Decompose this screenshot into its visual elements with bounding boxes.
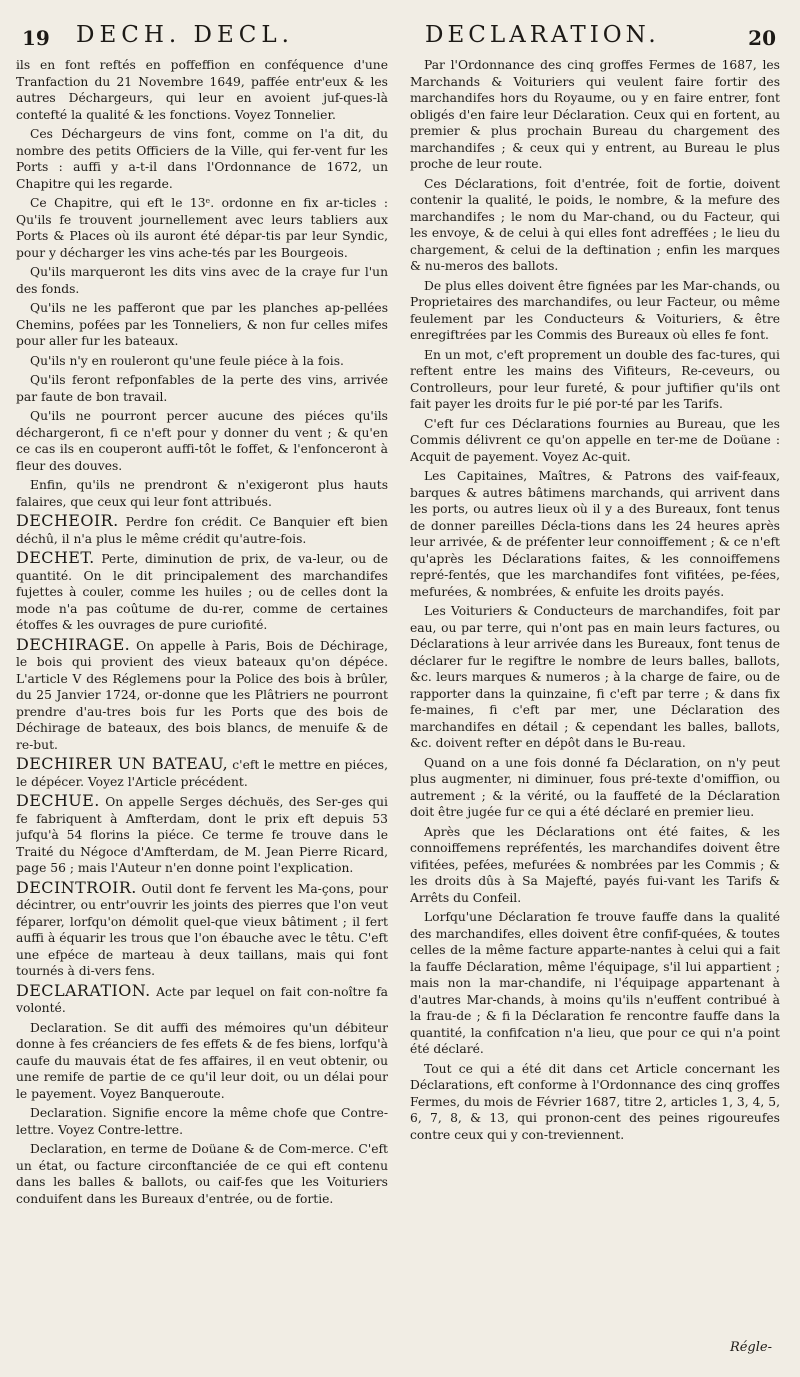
entry-text: On appelle à Paris, Bois de Déchirage, le bois qui provient des vieux bateaux qu'on dépéce. L'article V des Réglemens pour la Police des bois à brûler, du 25 Janvier 1724, or-donne que les Plâtriers ne pourront prendre d'au-tres bois fur les Ports que des bois de Déchirage de bateaux, des bois blancs, de menuife & de re-but. <box>16 638 388 752</box>
paragraph: Declaration. Signifie encore la même chofe que Contre-lettre. Voyez Contre-lettre. <box>16 1106 388 1137</box>
dictionary-entry <box>16 980 388 1017</box>
paragraph: Tout ce qui a été dit dans cet Article concernant les Déclarations, eft conforme à l'Ordonnance des cinq groffes Fermes, du mois de Février 1687, titre 2, articles 1, 3, 4, 5, 6, 7, 8, & 13, qui pronon-cent des peines rigoureufes contre ceux qui y con-treviennent. <box>410 1061 780 1142</box>
paragraph: Qu'ils ne pourront percer aucune des piéces qu'ils déchargeront, fi ce n'eft pour y donner du vent ; & qu'en ce cas ils en couperont auffi-tôt le foffet, & l'enfonceront à fleur des douves. <box>16 409 388 473</box>
entry-headword: DECHET. <box>16 548 95 567</box>
catchword: Régle- <box>729 1340 772 1355</box>
paragraph: Ces Déclarations, foit d'entrée, foit de fortie, doivent contenir la qualité, le poids, le nombre, & la mefure des marchandifes ; le nom du Mar-chand, ou du Facteur, qui les envoye, & de celui à qui elles font adreffées ; le lieu du chargement, & celui de la deftination ; enfin les marques & nu-meros des ballots. <box>410 176 780 273</box>
running-header <box>22 22 776 52</box>
paragraph: Qu'ils n'y en rouleront qu'une feule piéce à la fois. <box>30 353 344 368</box>
paragraph: Quand on a une fois donné fa Déclaration, on n'y peut plus augmenter, ni diminuer, fous pré-texte d'omiffion, ou autrement ; & la vérité, ou la fauffeté de la Déclaration doit être jugée fur ce qui a été déclaré en premier lieu. <box>410 755 780 819</box>
entry-text: c'eft le mettre en piéces, le dépécer. Voyez l'Article précédent. <box>16 758 388 789</box>
paragraph: En un mot, c'eft proprement un double des fac-tures, qui reftent entre les mains des Vifiteurs, Re-ceveurs, ou Controlleurs, pour leur fureté, & pour juftifier qu'ils ont fait payer les droits fur le pié por-té par les Tarifs. <box>410 347 780 411</box>
entry-headword: DECHUE. <box>16 791 100 810</box>
entry-text: Acte par lequel on fait con-noître fa volonté. <box>16 984 388 1015</box>
paragraph: Enfin, qu'ils ne prendront & n'exigeront plus hauts falaires, que ceux qui leur font attribués. <box>16 478 388 509</box>
entry-headword: DECLARATION. <box>16 980 151 1000</box>
dictionary-entry <box>16 634 388 754</box>
entry-text: Outil dont fe fervent les Ma-çons, pour décintrer, ou entr'ouvrir les joints des pierres que l'on veut féparer, lorfqu'on démolit quel-que vieux bâtiment ; il fert auffi à équarir les trous que l'on ébauche avec le têtu. C'eft une efpéce de marteau à deux taillans, mais qui font tournés à di-vers fens. <box>16 881 388 978</box>
paragraph: Declaration. Se dit auffi des mémoires qu'un débiteur donne à fes créanciers de fes effets & de fes biens, lorfqu'à caufe du mauvais état de fes affaires, il en veut obtenir, ou une remife de partie de ce qu'il leur doit, ou un délai pour le payement. Voyez Banqueroute. <box>16 1020 388 1101</box>
right-column <box>410 57 780 1335</box>
entry-headword: DECHIRER UN BATEAU, <box>16 754 229 773</box>
dictionary-entry <box>16 756 388 790</box>
paragraph: Declaration, en terme de Doüane & de Com-merce. C'eft un état, ou facture circonftanciée de ce qui eft contenu dans les balles & ballots, ou caif-fes que les Voituriers conduifent dans les Bureaux d'entrée, ou de fortie. <box>16 1142 388 1206</box>
paragraph: ils en font reftés en poffeffion en conféquence d'une Tranfaction du 21 Novembre 1649, paffée entr'eux & les autres Déchargeurs, qui leur en avoient juf-ques-là contefté la qualité & les fonctions. Voyez Tonnelier. <box>16 58 388 122</box>
dictionary-entry <box>16 877 388 980</box>
dictionary-entry <box>16 793 388 877</box>
entry-text: On appelle Serges déchuës, des Ser-ges qui fe fabriquent à Amfterdam, dont le prix eft depuis 53 jufqu'à 54 florins la piéce. Ce terme fe trouve dans le Traité du Négoce d'Amfterdam, de M. Jean Pierre Ricard, page 56 ; mais l'Auteur n'en donne point l'explication. <box>16 795 388 875</box>
running-title-left: DECH. DECL. <box>76 22 294 48</box>
entry-headword: DECHIRAGE. <box>16 634 131 654</box>
paragraph: Qu'ils feront refponfables de la perte des vins, arrivée par faute de bon travail. <box>16 373 388 404</box>
paragraph: Par l'Ordonnance des cinq groffes Fermes de 1687, les Marchands & Voituriers qui veulent faire fortir des marchandifes hors du Royaume, ou y en faire entrer, font obligés d'en faire leur Déclaration. Ceux qui en fortent, au premier & plus prochain Bureau du chargement des marchandifes ; & ceux qui y entrent, au Bureau le plus proche de leur route. <box>410 58 780 171</box>
page-number-left: 19 <box>22 26 50 50</box>
paragraph: Les Voituriers & Conducteurs de marchandifes, foit par eau, ou par terre, qui n'ont pas en main leurs factures, ou Déclarations à leur arrivée dans les Bureaux, font tenus de déclarer fur le regiftre le nombre de leurs balles, ballots, &c. leurs marques & numeros ; à la charge de faire, ou de rapporter dans la quinzaine, fi c'eft par terre ; & dans fix fe-maines, fi c'eft par mer, une Déclaration des marchandifes en détail ; & cependant les balles, ballots, &c. doivent refter en dépôt dans le Bu-reau. <box>410 604 780 750</box>
paragraph: Lorfqu'une Déclaration fe trouve fauffe dans la qualité des marchandifes, elles doivent être confif-quées, & toutes celles de la même facture apparte-nantes à celui qui a fait la fauffe Déclaration, même l'équipage, s'il lui appartient ; mais non la mar-chandife, ni l'équipage appartenant à d'autres Mar-chands, à moins qu'ils n'euffent contribué à la frau-de ; & fi la Déclaration fe rencontre fauffe dans la quantité, la confifcation n'a lieu, que pour ce qui n'a point été déclaré. <box>410 910 780 1056</box>
running-title-right: DECLARATION. <box>425 22 660 48</box>
entry-headword: DECHEOIR. <box>16 511 119 530</box>
paragraph: Ce Chapitre, qui eft le 13ᵉ. ordonne en fix ar-ticles : Qu'ils fe trouvent journellement avec leurs tabliers aux Ports & Places où ils auront été dépar-tis par leur Syndic, pour y décharger les vins ache-tés par les Bourgeois. <box>16 196 388 260</box>
page-number-right: 20 <box>748 26 776 50</box>
entry-text: Perdre fon crédit. Ce Banquier eft bien déchû, il n'a plus le même crédit qu'autre-fois. <box>16 515 388 546</box>
dictionary-entry <box>16 513 388 547</box>
dictionary-entry <box>16 550 388 634</box>
paragraph: Ces Déchargeurs de vins font, comme on l'a dit, du nombre des petits Officiers de la Ville, qui fer-vent fur les Ports : auffi y a-t-il dans l'Ordonnance de 1672, un Chapitre qui les regarde. <box>16 127 388 191</box>
left-column <box>16 57 388 1335</box>
entry-headword: DECINTROIR. <box>16 877 137 897</box>
paragraph: Après que les Déclarations ont été faites, & les connoiffemens repréfentés, les marchandifes doivent être vifitées, pefées, mefurées & nombrées par les Commis ; & les droits dûs à Sa Majefté, payés fui-vant les Tarifs & Arrêts du Confeil. <box>410 824 780 905</box>
entry-text: Perte, diminution de prix, de va-leur, ou de quantité. On le dit principalement des marchandifes fujettes à couler, comme les huiles ; ou de celles dont la mode n'a pas coûtume de du-rer, comme de certaines étoffes & les ouvrages de pure curiofité. <box>16 552 388 632</box>
paragraph: Qu'ils ne les pafferont que par les planches ap-pellées Chemins, pofées par les Tonneliers, & non fur celles mifes pour aller fur les bateaux. <box>16 301 388 348</box>
paragraph: Qu'ils marqueront les dits vins avec de la craye fur l'un des fonds. <box>16 265 388 296</box>
paragraph: De plus elles doivent être fignées par les Mar-chands, ou Proprietaires des marchandifes, ou leur Facteur, ou même feulement par les Conducteurs & Voituriers, & être enregiftrées par les Commis des Bureaux où elles fe font. <box>410 278 780 342</box>
paragraph: C'eft fur ces Déclarations fournies au Bureau, que les Commis délivrent ce qu'on appelle en ter-me de Doüane : Acquit de payement. Voyez Ac-quit. <box>410 416 780 464</box>
paragraph: Les Capitaines, Maîtres, & Patrons des vaif-feaux, barques & autres bâtimens marchands, qui arrivent dans les ports, ou autres lieux où il y a des Bureaux, font tenus de donner pareilles Décla-tions dans les 24 heures après leur arrivée, & de préfenter leur connoiffement ; & ce n'eft qu'après les Déclarations faites, & les connoiffemens repré-fentés, que les marchandifes font vifitées, pe-fées, mefurées, & nombrées, & enfuite les droits payés. <box>410 469 780 599</box>
